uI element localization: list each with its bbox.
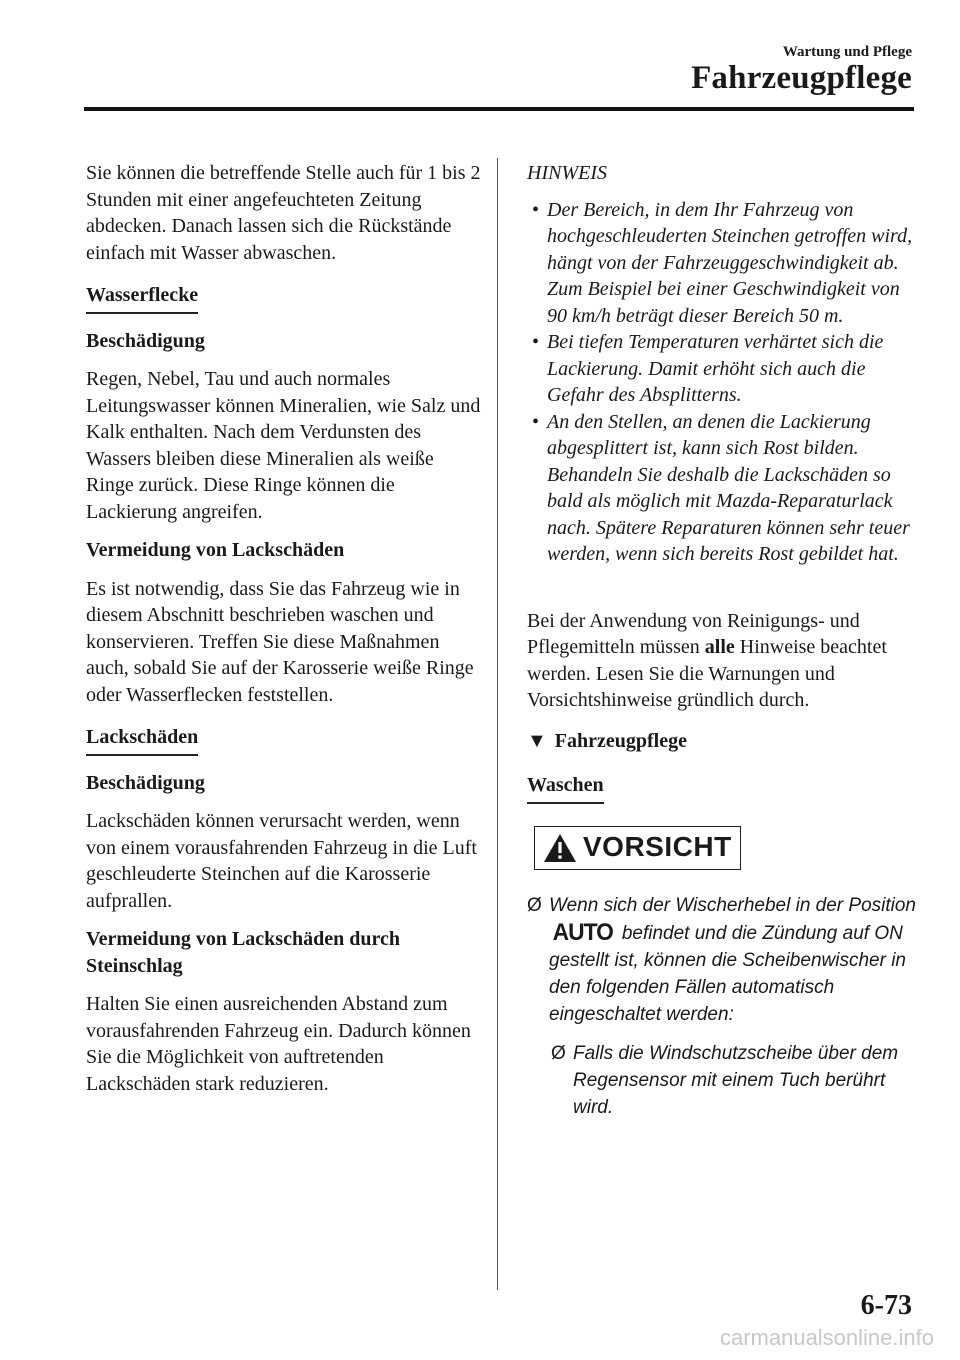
arrow-right-icon: Ø — [527, 894, 542, 916]
arrow-right-icon: Ø — [551, 1042, 566, 1064]
warning-triangle-icon — [543, 833, 577, 863]
caution-label: VORSICHT — [583, 831, 732, 863]
heading-wasserflecke: Wasserflecke — [86, 282, 198, 314]
note-text: An den Stellen, an denen die Lackierung abgesplittert ist, kann sich Rost bilden. Behandeln Sie deshalb die Lackschäden so bald als möglich mit Mazda-Reparaturlack nach. Spätere Reparaturen können sehr teuer werden, wenn sich bereits Rost gebildet hat. — [547, 410, 910, 565]
caution-text — [527, 892, 922, 1121]
heading-prevention-1: Vermeidung von Lackschäden — [86, 539, 345, 561]
header-rule — [84, 107, 914, 111]
caution-text-before: Wenn sich der Wischerhebel in der Position — [549, 894, 916, 916]
heading-damage-1: Beschädigung — [86, 329, 205, 352]
heading-waschen: Waschen — [527, 772, 604, 804]
paragraph-washing: Es ist notwendig, dass Sie das Fahrzeug wie in diesem Abschnitt beschrieben waschen und konservieren. Treffen Sie diese Maßnahmen auch, sobald Sie auf der Karosserie weiße Ringe oder Wasserflecken feststellen. — [86, 577, 474, 706]
watermark: carmanualsonline.info — [719, 1325, 934, 1350]
note-text: Der Bereich, in dem Ihr Fahrzeug von hochgeschleuderten Steinchen getroffen wird, hängt von der Fahrzeuggeschwindigkeit ab. Zum Beispiel bei einer Geschwindigkeit von 90 km/h beträgt dieser Bereich 50 m. — [547, 198, 913, 327]
header-title: Fahrzeugpflege — [691, 60, 912, 96]
note-item — [527, 197, 922, 330]
bullet-icon: • — [532, 410, 540, 433]
note-list — [527, 197, 922, 568]
column-divider — [497, 158, 498, 1290]
bullet-icon: • — [532, 331, 540, 353]
auto-icon: AUTO — [552, 918, 613, 946]
left-column — [86, 160, 481, 1109]
heading-lackschaeden: Lackschäden — [86, 724, 198, 756]
page-number: 6-73 — [860, 1290, 912, 1321]
note-title: HINWEIS — [527, 162, 607, 184]
section-heading-label: Fahrzeugpflege — [554, 729, 687, 752]
paragraph-newspaper: Sie können die betreffende Stelle auch für 1 bis 2 Stunden mit einer angefeuchteten Zeitung abdecken. Danach lassen sich die Rückstände einfach mit Wasser abwaschen. — [86, 162, 481, 264]
triangle-down-icon: ▼ — [527, 729, 547, 752]
heading-damage-2: Beschädigung — [86, 771, 205, 794]
caution-text-after: befindet und die Zündung auf ON gestellt ist, können die Scheibenwischer in den folgenden Fällen automatisch eingeschaltet werden: — [549, 922, 906, 1025]
header-section: Wartung und Pflege — [782, 44, 912, 60]
caution-subitem-text: Falls die Windschutzscheibe über dem Regensensor mit einem Tuch berührt wird. — [573, 1042, 899, 1118]
heading-prevention-2: Vermeidung von Lackschäden durch Steinschlag — [86, 928, 400, 977]
bullet-icon: • — [532, 198, 540, 221]
note-item — [527, 409, 922, 568]
caution-box — [534, 826, 741, 870]
note-text: Bei tiefen Temperaturen verhärtet sich die Lackierung. Damit erhöht sich auch die Gefahr des Absplitterns. — [547, 331, 884, 406]
caution-subitem — [551, 1040, 922, 1121]
cleaning-text-bold: alle — [704, 636, 735, 658]
section-heading — [527, 728, 922, 755]
paragraph-distance: Halten Sie einen ausreichenden Abstand zum vorausfahrenden Fahrzeug ein. Dadurch können Sie die Möglichkeit von auftretenden Lackschäden stark reduzieren. — [86, 993, 471, 1095]
cleaning-text-before: Bei der Anwendung von Reinigungs- und Pflegemitteln müssen — [527, 609, 860, 658]
caution-item — [527, 892, 922, 1028]
paragraph-cleaning-agents — [527, 608, 922, 714]
paragraph-stones: Lackschäden können verursacht werden, wenn von einem vorausfahrenden Fahrzeug in die Luft geschleuderte Steinchen auf die Karosserie aufprallen. — [86, 810, 477, 912]
note-item — [527, 329, 922, 409]
cleaning-text-after: Hinweise beachtet werden. Lesen Sie die Warnungen und Vorsichtshinweise gründlich durch. — [527, 636, 887, 711]
paragraph-minerals: Regen, Nebel, Tau und auch normales Leitungswasser können Mineralien, wie Salz und Kalk enthalten. Nach dem Verdunsten des Wassers bleiben diese Mineralien als weiße Ringe zurück. Diese Ringe können die Lackierung angreifen. — [86, 368, 481, 523]
right-column — [527, 160, 922, 1133]
